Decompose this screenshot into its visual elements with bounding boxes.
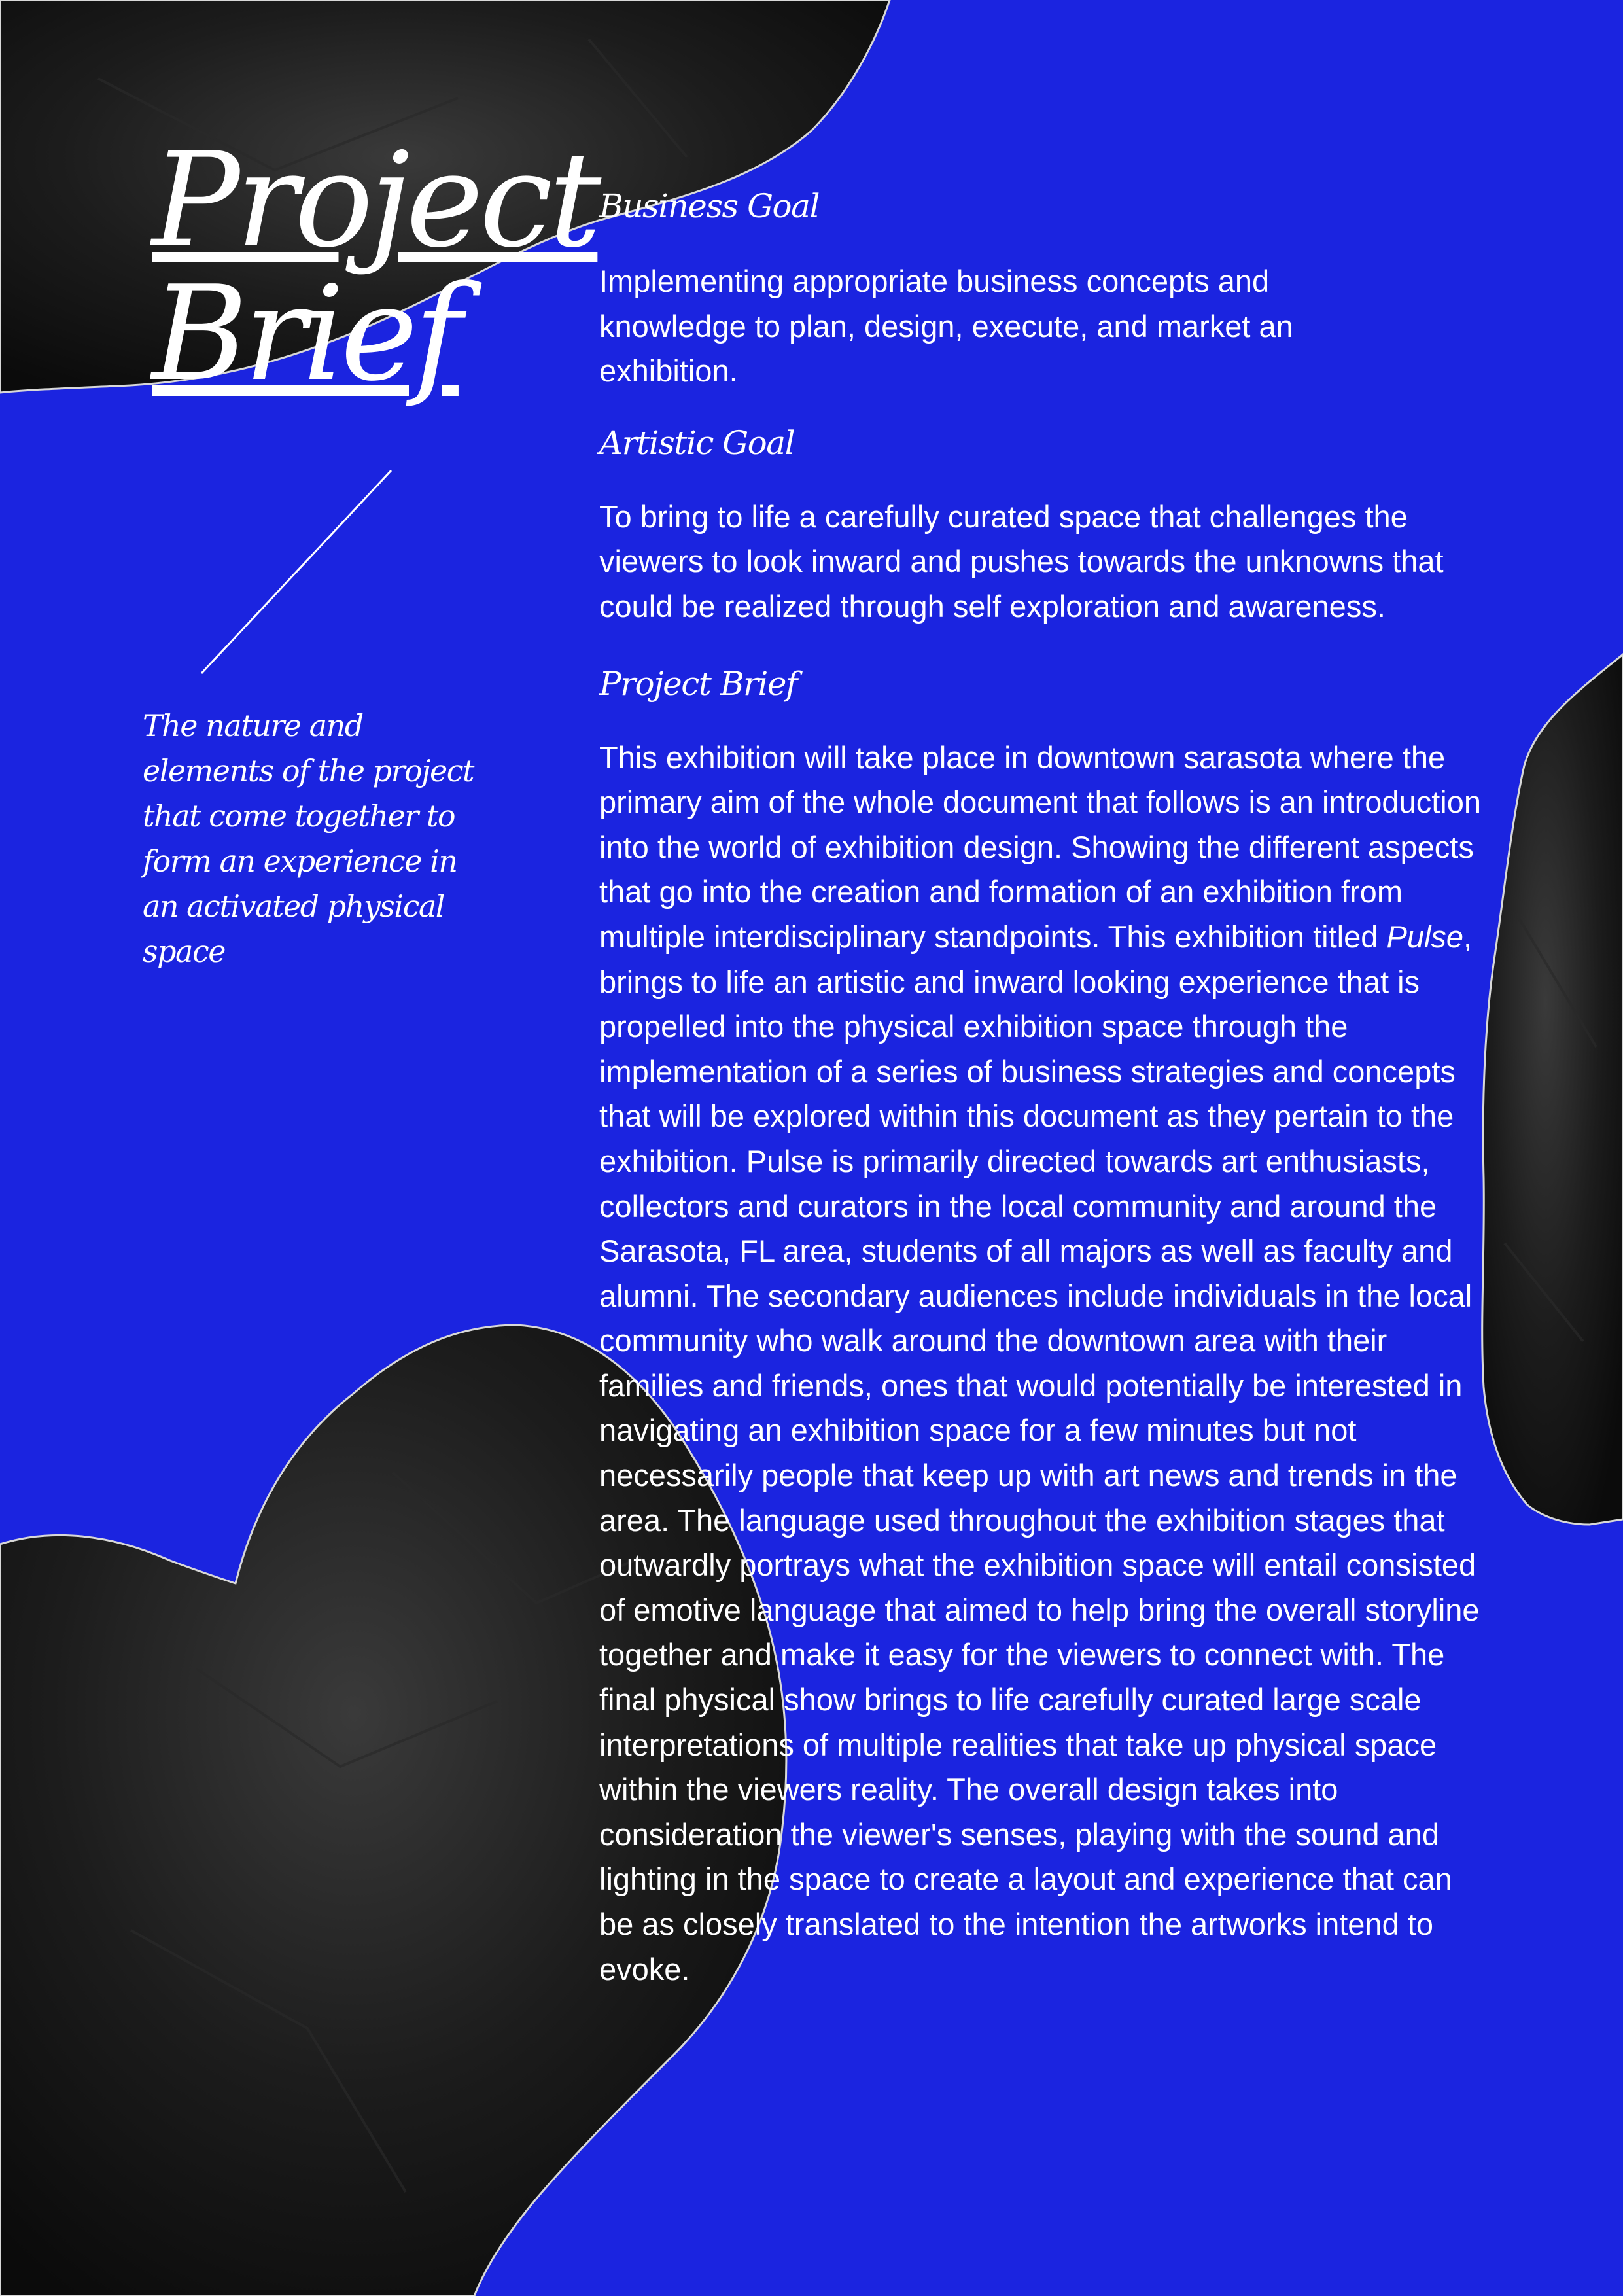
artistic-goal-text: To bring to life a carefully curated space that challenges the viewers to look inward and pushes towards the unknowns that could be realized through self exploration and awareness. <box>599 499 1444 624</box>
exhibition-title: Pulse <box>1386 919 1464 954</box>
business-goal-heading: Business Goal <box>599 187 819 225</box>
page-tagline: The nature and elements of the project that come together to form an experience in an activated physical space <box>143 708 474 969</box>
project-brief-text-part-2: , brings to life an artistic and inward looking experience that is propelled into the physical exhibition space through the implementation of a series of business strategies and concepts that will be explored within this document as they pertain to the exhibition. Pulse is primarily directed towards art enthusiasts, collectors and curators in the local community and around the Sarasota, FL area, students of all majors as well as faculty and alumni. The secondary audiences include individuals in the local community who walk around the downtown area with their families and friends, ones that would potentially be interested in navigating an exhibition space for a few minutes but not necessarily people that keep up with art news and trends in the area. The language used throughout the exhibition stages that outwardly portrays what the exhibition space will entail consisted of emotive language that aimed to help bring the overall storyline together and make it easy for the viewers to connect with. The final physical show brings to life carefully curated large scale interpretations of multiple realities that take up physical space within the viewers reality. The overall design takes into consideration the viewer's senses, playing with the sound and lighting in the space to create a layout and experience that can be as closely translated to the intention the artworks intend to evoke. <box>599 919 1480 1987</box>
project-brief-text-part-1: This exhibition will take place in downtown sarasota where the primary aim of the whole document that follows is an introduction into the world of exhibition design. Showing the different aspects that go into the creation and formation of an exhibition from multiple interdisciplinary standpoints. This exhibition titled <box>599 739 1481 954</box>
page-title <box>152 124 598 410</box>
paper-shape-right <box>1482 654 1623 1525</box>
project-brief-heading: Project Brief <box>599 664 797 703</box>
title-line-project: Project <box>152 124 598 277</box>
artistic-goal-heading: Artistic Goal <box>599 423 795 462</box>
diagonal-divider-line <box>196 468 399 677</box>
business-goal-text: Implementing appropriate business concepts and knowledge to plan, design, execute, and market an exhibition. <box>599 264 1293 389</box>
project-brief-text <box>599 735 1486 1992</box>
title-line-brief: Brief <box>152 258 459 410</box>
content-column <box>599 183 1489 1992</box>
